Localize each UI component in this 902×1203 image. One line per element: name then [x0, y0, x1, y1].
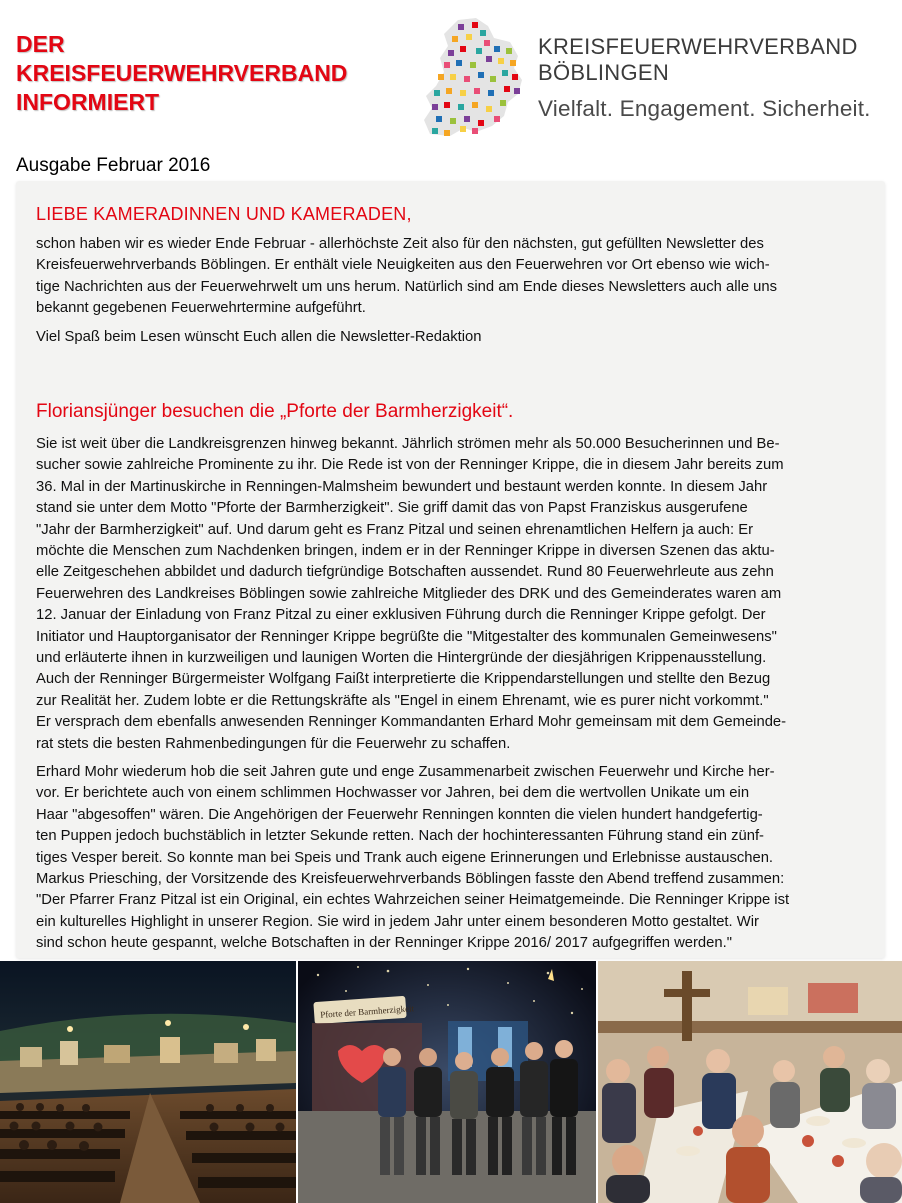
- text-line: elle Zeitgeschehen abbildet und dadurch tiefgründige Botschaften aussendet. Rund 80 Feuerwehrleute aus zehn: [36, 564, 774, 581]
- logo-mosaic-tile: [444, 62, 450, 68]
- logo-mosaic-tile: [478, 72, 484, 78]
- text-line: sucher sowie zahlreiche Prominente zu ihr. Die Rede ist von der Renninger Krippe, die in diesem Jahr bereits zum: [36, 457, 784, 474]
- text-line: tiges Vesper bereit. So konnte man bei Speis und Trank auch eigene Erinnerungen und Erlebnisse austauschen.: [36, 849, 774, 866]
- text-line: zur Realität her. Zudem lobte er die Rettungskräfte als "Engel in einem Ehrenamt, wie es purer nicht vorkommt.": [36, 692, 769, 709]
- logo-mosaic-tile: [466, 34, 472, 40]
- text-line: 12. Januar der Einladung von Franz Pitzal zu einer exklusiven Führung durch die Renninger Krippe gefolgt. Der: [36, 607, 766, 624]
- text-line: vor. Er berichtete auch von einem schlimmen Hochwasser vor Jahren, bei dem die wertvollen Unikate um ein: [36, 785, 750, 802]
- text-line: Feuerwehren des Landkreises Böblingen sowie zahlreiche Mitglieder des DRK und des Gemeinderates waren am: [36, 585, 782, 602]
- logo-mosaic-tile: [494, 116, 500, 122]
- text-line: Markus Priesching, der Vorsitzende des Kreisfeuerwehrverbands Böblingen fasste den Abend treffend zusammen:: [36, 871, 785, 888]
- text-line: und erläuterte ihnen in kurzweiligen und launigen Worten die Hintergründe der diesjährigen Krippenausstellung.: [36, 650, 767, 667]
- logo-mosaic-tile: [464, 116, 470, 122]
- newsletter-title: [16, 30, 396, 117]
- text-line: sind schon heute gespannt, welche Botschaften in der Renninger Krippe 2016/ 2017 aufgegriffen werden.": [36, 935, 732, 952]
- text-line: Sie ist weit über die Landkreisgrenzen hinweg bekannt. Jährlich strömen mehr als 50.000 Besucherinnen und Be-: [36, 436, 780, 452]
- logo-mosaic-tile: [452, 36, 458, 42]
- logo-mosaic-tile: [504, 86, 510, 92]
- text-line: 36. Mal in der Martinuskirche in Renningen-Malmsheim bewundert und bestaunt werden konnte. In diesem Jahr: [36, 478, 768, 495]
- logo-mosaic-tile: [476, 48, 482, 54]
- district-map-logo: [414, 16, 530, 140]
- text-line: Auch der Renninger Bürgermeister Wolfgang Faißt interpretierte die Krippendarstellungen und stellte den Bezug: [36, 671, 771, 688]
- logo-mosaic-tile: [450, 74, 456, 80]
- text-line: ein kulturelles Highlight in unserer Region. Sie wird in jedem Jahr unter einem besonderen Motto gestaltet. Wir: [36, 913, 759, 930]
- logo-mosaic-tile: [446, 88, 452, 94]
- greeting-signoff: Viel Spaß beim Lesen wünscht Euch allen die Newsletter-Redaktion: [36, 329, 482, 345]
- logo-mosaic-tile: [498, 58, 504, 64]
- article-paragraph-2: [36, 762, 862, 955]
- newsletter-title-line: KREISFEUERWEHRVERBAND: [16, 60, 348, 86]
- logo-mosaic-tile: [484, 40, 490, 46]
- logo-mosaic-tile: [474, 88, 480, 94]
- logo-mosaic-tile: [486, 106, 492, 112]
- text-line: "Jahr der Barmherzigkeit" auf. Und darum geht es Franz Pitzal und seinen ehrenamtlichen Helfern ja auch: Er: [36, 521, 754, 538]
- logo-mosaic-tile: [514, 88, 520, 94]
- logo-mosaic-tile: [456, 60, 462, 66]
- article-paragraph-1: [36, 434, 862, 755]
- text-line: Er versprach dem ebenfalls anwesenden Renninger Kommandanten Erhard Mohr gemeinsam mit dem Gemeinde-: [36, 714, 787, 731]
- logo-mosaic-tile: [472, 128, 478, 134]
- newsletter-title-line: INFORMIERT: [16, 89, 160, 115]
- org-name: [538, 34, 898, 86]
- logo-mosaic-tile: [486, 56, 492, 62]
- logo-mosaic-tile: [478, 120, 484, 126]
- text-line: möchte die Menschen zum Nachdenken bringen, indem er in der Renninger Krippe in diversen Szenen das aktu-: [36, 543, 775, 560]
- logo-mosaic-tile: [490, 76, 496, 82]
- logo-mosaic-tile: [510, 60, 516, 66]
- logo-mosaic-tile: [450, 118, 456, 124]
- logo-mosaic-tile: [502, 70, 508, 76]
- text-line: tige Nachrichten aus der Feuerwehrwelt um uns herum. Natürlich sind am Ende dieses Newsletters auch alle uns: [36, 278, 778, 295]
- logo-mosaic-tile: [432, 104, 438, 110]
- logo-mosaic-tile: [488, 90, 494, 96]
- greeting-heading: LIEBE KAMERADINNEN UND KAMERADEN,: [36, 204, 412, 224]
- issue-label: Ausgabe Februar 2016: [16, 155, 211, 176]
- logo-mosaic-tile: [432, 128, 438, 134]
- logo-mosaic-tile: [448, 50, 454, 56]
- logo-mosaic-tile: [506, 48, 512, 54]
- logo-mosaic-tile: [470, 62, 476, 68]
- text-line: bekannt gegebenen Feuerwehrtermine aufgeführt.: [36, 300, 366, 317]
- text-line: Haar "abgesoffen" wären. Die Angehörigen der Feuerwehr Renningen konnten die vielen hundert handgefertig-: [36, 806, 763, 823]
- logo-mosaic-tile: [458, 24, 464, 30]
- logo-mosaic-tile: [444, 102, 450, 108]
- logo-mosaic-tile: [500, 100, 506, 106]
- logo-mosaic-tile: [436, 116, 442, 122]
- greeting-paragraph: [36, 234, 862, 320]
- article-heading: Floriansjünger besuchen die „Pforte der Barmherzigkeit“.: [36, 401, 514, 422]
- logo-mosaic-tile: [444, 130, 450, 136]
- logo-mosaic-tile: [494, 46, 500, 52]
- logo-mosaic-tile: [472, 22, 478, 28]
- logo-mosaic-tile: [480, 30, 486, 36]
- logo-mosaic-tile: [438, 74, 444, 80]
- org-slogan: Vielfalt. Engagement. Sicherheit.: [538, 96, 871, 121]
- org-name-line: KREISFEUERWEHRVERBAND: [538, 34, 858, 59]
- logo-mosaic-tile: [512, 74, 518, 80]
- text-line: schon haben wir es wieder Ende Februar - allerhöchste Zeit also für den nächsten, gut gefüllten Newsletter des: [36, 236, 764, 252]
- logo-mosaic-tile: [434, 90, 440, 96]
- photo-strip: [0, 961, 902, 1203]
- logo-mosaic-tile: [460, 90, 466, 96]
- newsletter-title-line: DER: [16, 31, 65, 57]
- logo-mosaic-tile: [464, 76, 470, 82]
- text-line: ten Puppen jedoch buchstäblich in letzter Sekunde retten. Nach der hochinteressanten Führung stand ein zünf-: [36, 828, 764, 845]
- text-line: Erhard Mohr wiederum hob die seit Jahren gute und enge Zusammenarbeit zwischen Feuerwehr und Kirche her-: [36, 764, 775, 780]
- logo-mosaic-tile: [460, 126, 466, 132]
- photo-group-at-gate: [298, 961, 596, 1203]
- logo-mosaic-tile: [458, 104, 464, 110]
- text-line: Kreisfeuerwehrverbands Böblingen. Er enthält viele Neuigkeiten aus den Feuerwehren vor Ort ebenso wie wich-: [36, 257, 770, 274]
- text-line: Initiator und Hauptorganisator der Renninger Krippe begrüßte die "Mitgestalter des kommunalen Gemeinwesens": [36, 628, 777, 645]
- logo-mosaic-tile: [460, 46, 466, 52]
- text-line: rat stets die besten Rahmenbedingungen für die Feuerwehr zu schaffen.: [36, 735, 511, 752]
- text-line: stand sie unter dem Motto "Pforte der Barmherzigkeit". Sie griff damit das von Papst Franziskus ausgerufene: [36, 500, 748, 517]
- logo-mosaic-tile: [472, 102, 478, 108]
- text-line: "Der Pfarrer Franz Pitzal ist ein Original, ein echtes Wahrzeichen seiner Heimatgemeinde. Die Renninger Krippe ist: [36, 892, 790, 909]
- photo-nativity-hall: [0, 961, 296, 1203]
- org-name-line: BÖBLINGEN: [538, 60, 670, 85]
- photo-dinner-hall: [598, 961, 902, 1203]
- gate-sign-text: Pforte der Barmherzigkeit: [319, 1003, 415, 1020]
